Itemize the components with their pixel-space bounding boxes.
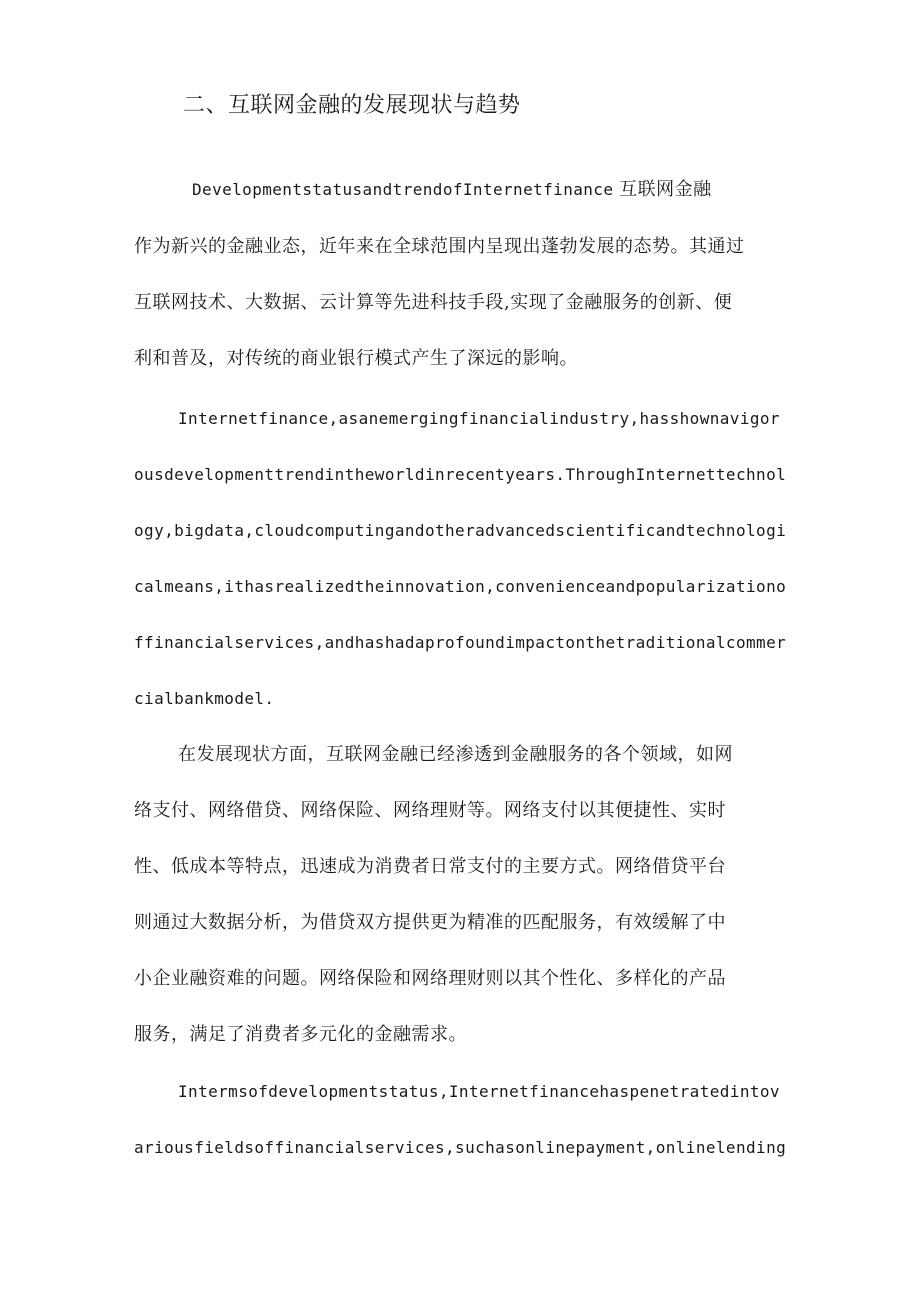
paragraph-2-line-2: ousdevelopmenttrendintheworldinrecentyears.ThroughInternettechnol: [134, 465, 787, 484]
paragraph-2-line-1: Internetfinance,asanemergingfinancialindustry,hasshownavigor: [178, 409, 780, 428]
paragraph-1-line-3: 互联网技术、大数据、云计算等先进科技手段,实现了金融服务的创新、便: [134, 292, 733, 313]
paragraph-1-line-1: [192, 176, 794, 204]
paragraph-4-line-2: ariousfieldsoffinancialservices,suchasonlinepayment,onlinelending: [134, 1138, 787, 1157]
paragraph-3-line-5: 小企业融资难的问题。网络保险和网络理财则以其个性化、多样化的产品: [134, 968, 726, 989]
paragraph-2-line-3: ogy,bigdata,cloudcomputingandotheradvancedscientificandtechnologi: [134, 521, 787, 540]
paragraph-2-line-4: calmeans,ithasrealizedtheinnovation,convenienceandpopularizationo: [134, 577, 787, 596]
paragraph-3-line-1: 在发展现状方面，互联网金融已经渗透到金融服务的各个领域，如网: [178, 744, 733, 765]
paragraph-1-line-4: 利和普及，对传统的商业银行模式产生了深远的影响。: [134, 348, 578, 369]
paragraph-3-line-2: 络支付、网络借贷、网络保险、网络理财等。网络支付以其便捷性、实时: [134, 800, 726, 821]
paragraph-4-line-1: Intermsofdevelopmentstatus,Internetfinancehaspenetratedintov: [178, 1082, 780, 1101]
paragraph-2-line-5: ffinancialservices,andhashadaprofoundimpactonthetraditionalcommer: [134, 633, 787, 652]
paragraph-1-line-1-zh: 互联网金融: [619, 179, 712, 200]
paragraph-3-line-6: 服务，满足了消费者多元化的金融需求。: [134, 1024, 467, 1045]
paragraph-3-line-4: 则通过大数据分析，为借贷双方提供更为精准的匹配服务，有效缓解了中: [134, 912, 726, 933]
paragraph-2-line-6: cialbankmodel.: [134, 689, 275, 708]
paragraph-1-line-2: 作为新兴的金融业态，近年来在全球范围内呈现出蓬勃发展的态势。其通过: [134, 236, 745, 257]
section-heading: 二、互联网金融的发展现状与趋势: [183, 93, 521, 118]
paragraph-3-line-3: 性、低成本等特点，迅速成为消费者日常支付的主要方式。网络借贷平台: [134, 856, 726, 877]
paragraph-1-line-1-en: DevelopmentstatusandtrendofInternetfinance: [192, 180, 614, 199]
